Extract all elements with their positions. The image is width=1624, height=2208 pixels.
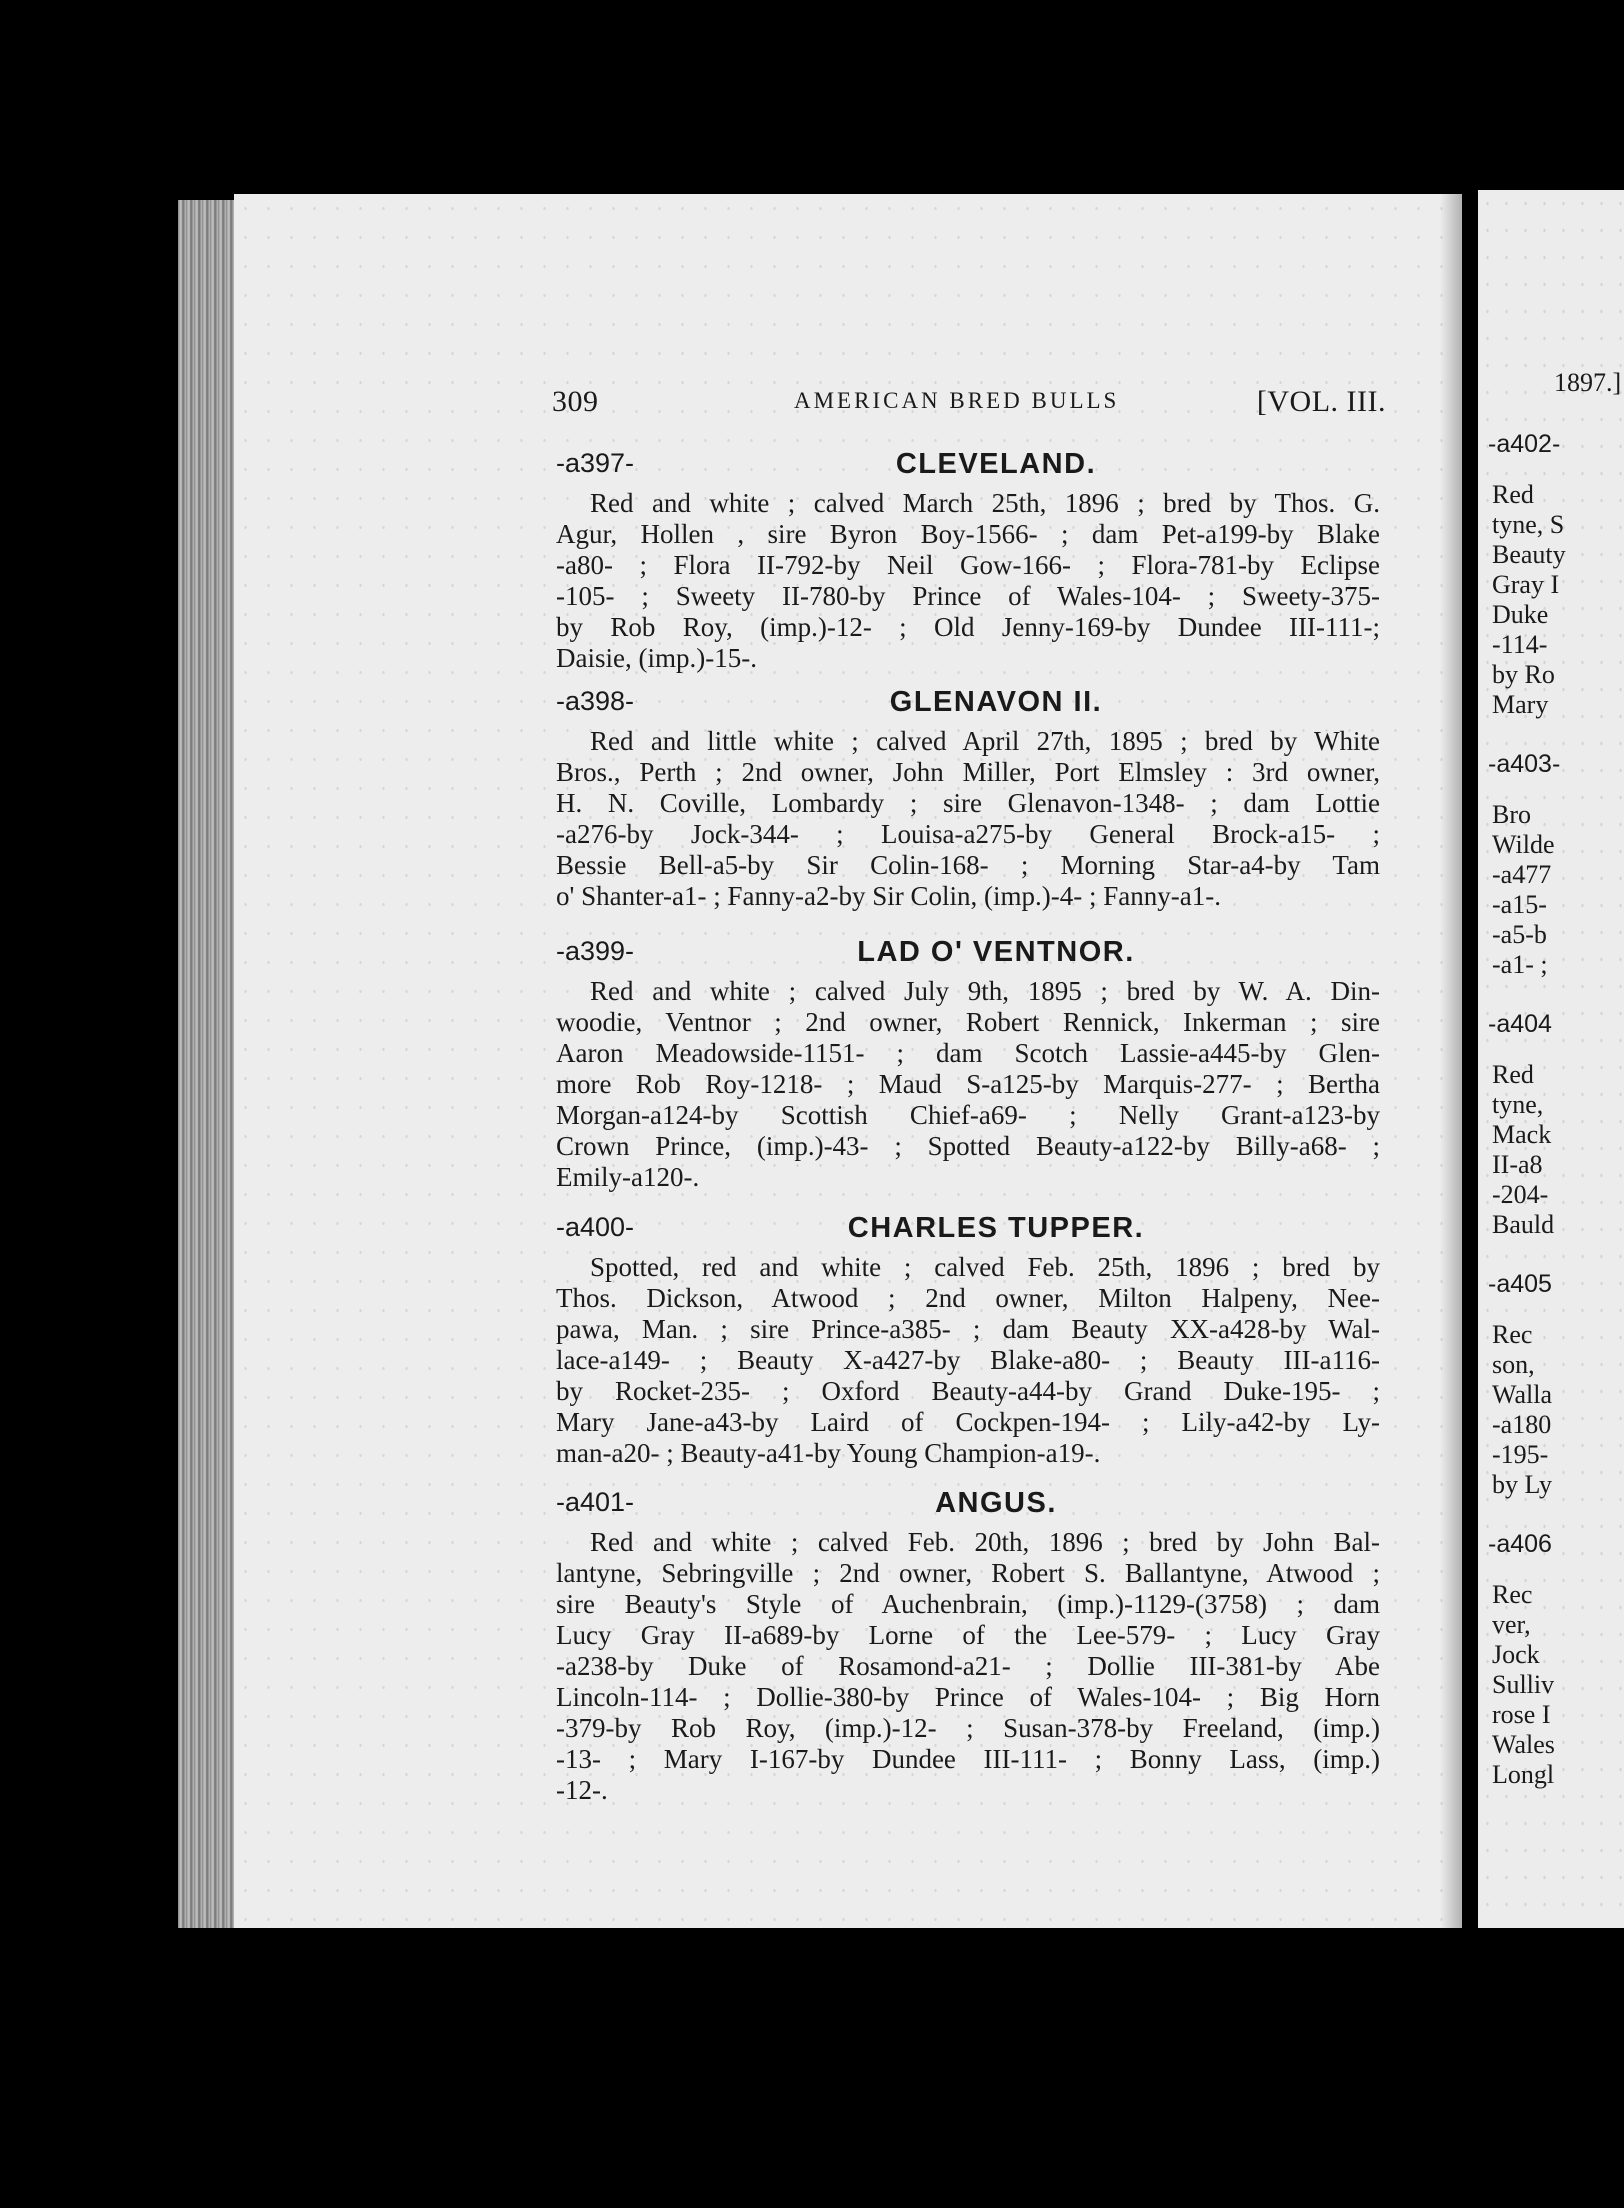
entry-line: sire Beauty's Style of Auchenbrain, (imp.)-1129-(3758) ; dam (556, 1589, 1380, 1619)
entry-line: Lucy Gray II-a689-by Lorne of the Lee-579- ; Lucy Gray (556, 1620, 1380, 1650)
entry-line: -13- ; Mary I-167-by Dundee III-111- ; Bonny Lass, (imp.) (556, 1744, 1380, 1774)
entry-number: -a397- (556, 448, 635, 478)
entry-line: Agur, Hollen , sire Byron Boy-1566- ; dam Pet-a199-by Blake (556, 519, 1380, 549)
entry-line: woodie, Ventnor ; 2nd owner, Robert Rennick, Inkerman ; sire (556, 1007, 1380, 1037)
right-line-fragment: Wilde (1492, 830, 1555, 859)
right-line-fragment: Red (1492, 1060, 1534, 1089)
running-title: AMERICAN BRED BULLS (794, 388, 1120, 413)
right-line-fragment: Mary (1492, 690, 1549, 719)
entry-line: lace-a149- ; Beauty X-a427-by Blake-a80- ; Beauty III-a116- (556, 1345, 1380, 1375)
entry-name: LAD O' VENTNOR. (857, 936, 1135, 968)
right-line-fragment: tyne, S (1492, 510, 1565, 539)
right-line-fragment: -195- (1492, 1440, 1549, 1469)
right-line-fragment: Red (1492, 480, 1534, 509)
entry-line: more Rob Roy-1218- ; Maud S-a125-by Marquis-277- ; Bertha (556, 1069, 1380, 1099)
right-line-fragment: -114- (1492, 630, 1548, 659)
right-entry-number: -a403- (1488, 750, 1561, 778)
entry-line: Thos. Dickson, Atwood ; 2nd owner, Milton Halpeny, Nee- (556, 1283, 1380, 1313)
right-line-fragment: by Ro (1492, 660, 1555, 689)
right-line-fragment: son, (1492, 1350, 1535, 1379)
entry-line: o' Shanter-a1- ; Fanny-a2-by Sir Colin, (imp.)-4- ; Fanny-a1-. (556, 881, 1221, 911)
entry-number: -a401- (556, 1487, 635, 1517)
right-line-fragment: II-a8 (1492, 1150, 1543, 1179)
right-line-fragment: -a477 (1492, 860, 1552, 889)
right-line-fragment: ver, (1492, 1610, 1531, 1639)
entry-line: Spotted, red and white ; calved Feb. 25th, 1896 ; bred by (590, 1252, 1380, 1282)
entry-heading (556, 686, 1376, 726)
entry-line: by Rocket-235- ; Oxford Beauty-a44-by Grand Duke-195- ; (556, 1376, 1380, 1406)
entry-line: -12-. (556, 1775, 608, 1805)
entry-body (556, 726, 1380, 912)
entry-line: Red and white ; calved July 9th, 1895 ; bred by W. A. Din- (590, 976, 1380, 1006)
entry-line: Crown Prince, (imp.)-43- ; Spotted Beauty-a122-by Billy-a68- ; (556, 1131, 1380, 1161)
right-line-fragment: -a15- (1492, 890, 1547, 919)
right-line-fragment: tyne, (1492, 1090, 1544, 1119)
right-entry-number: -a405 (1488, 1270, 1552, 1298)
entry-line: pawa, Man. ; sire Prince-a385- ; dam Beauty XX-a428-by Wal- (556, 1314, 1380, 1344)
gutter-shadow (1440, 194, 1462, 1928)
entry-line: Red and white ; calved Feb. 20th, 1896 ; bred by John Bal- (590, 1527, 1380, 1557)
entry-heading (556, 936, 1376, 976)
right-line-fragment: Bro (1492, 800, 1531, 829)
entry-line: by Rob Roy, (imp.)-12- ; Old Jenny-169-by Dundee III-111-; (556, 612, 1380, 642)
right-line-fragment: Mack (1492, 1120, 1552, 1149)
entry-line: -a80- ; Flora II-792-by Neil Gow-166- ; Flora-781-by Eclipse (556, 550, 1380, 580)
entry-heading (556, 1487, 1376, 1527)
right-entry-number: -a404 (1488, 1010, 1552, 1038)
entry-name: CLEVELAND. (895, 448, 1097, 480)
right-line-fragment: Bauld (1492, 1210, 1555, 1239)
right-line-fragment: rose I (1492, 1700, 1551, 1729)
entry-line: Morgan-a124-by Scottish Chief-a69- ; Nelly Grant-a123-by (556, 1100, 1380, 1130)
entry-line: Aaron Meadowside-1151- ; dam Scotch Lassie-a445-by Glen- (556, 1038, 1380, 1068)
entry-number: -a399- (556, 936, 635, 966)
entry-line: Bessie Bell-a5-by Sir Colin-168- ; Morning Star-a4-by Tam (556, 850, 1380, 880)
entry-line: -a238-by Duke of Rosamond-a21- ; Dollie III-381-by Abe (556, 1651, 1380, 1681)
right-line-fragment: Gray I (1492, 570, 1560, 599)
entry-body (556, 1527, 1380, 1806)
right-line-fragment: Rec (1492, 1320, 1533, 1349)
page-number: 309 (552, 385, 599, 418)
right-line-fragment: -204- (1492, 1180, 1549, 1209)
page-edge-stack (178, 200, 238, 1928)
entry-body (556, 976, 1380, 1193)
right-page-header: 1897.] (1554, 368, 1622, 397)
right-entry-number: -a406 (1488, 1530, 1552, 1558)
running-head (552, 385, 1386, 425)
right-line-fragment: by Ly (1492, 1470, 1552, 1499)
right-line-fragment: Walla (1492, 1380, 1552, 1409)
right-line-fragment: -a180 (1492, 1410, 1552, 1439)
right-line-fragment: Jock (1492, 1640, 1540, 1669)
right-line-fragment: Duke (1492, 600, 1549, 629)
entry-line: man-a20- ; Beauty-a41-by Young Champion-a19-. (556, 1438, 1101, 1468)
entry-line: -105- ; Sweety II-780-by Prince of Wales-104- ; Sweety-375- (556, 581, 1380, 611)
right-line-fragment: Sulliv (1492, 1670, 1555, 1699)
entry-body (556, 1252, 1380, 1469)
right-entry-number: -a402- (1488, 430, 1561, 458)
entry-line: Red and white ; calved March 25th, 1896 ; bred by Thos. G. (590, 488, 1380, 518)
right-line-fragment: Wales (1492, 1730, 1555, 1759)
entry-line: H. N. Coville, Lombardy ; sire Glenavon-1348- ; dam Lottie (556, 788, 1380, 818)
entry-line: Lincoln-114- ; Dollie-380-by Prince of Wales-104- ; Big Horn (556, 1682, 1380, 1712)
entry-line: Bros., Perth ; 2nd owner, John Miller, Port Elmsley : 3rd owner, (556, 757, 1380, 787)
right-line-fragment: Rec (1492, 1580, 1533, 1609)
entry-body (556, 488, 1380, 674)
entry-line: Daisie, (imp.)-15-. (556, 643, 757, 673)
right-page-fragment (1478, 190, 1624, 1928)
entry-number: -a400- (556, 1212, 635, 1242)
right-line-fragment: Beauty (1492, 540, 1566, 569)
right-line-fragment: -a5-b (1492, 920, 1547, 949)
right-line-fragment: Longl (1492, 1760, 1555, 1789)
volume-label: [VOL. III. (1256, 385, 1386, 418)
entry-line: -379-by Rob Roy, (imp.)-12- ; Susan-378-by Freeland, (imp.) (556, 1713, 1380, 1743)
right-line-fragment: -a1- ; (1492, 950, 1548, 979)
entry-name: ANGUS. (935, 1487, 1057, 1519)
entry-heading (556, 1212, 1376, 1252)
entry-line: -a276-by Jock-344- ; Louisa-a275-by General Brock-a15- ; (556, 819, 1380, 849)
entry-heading (556, 448, 1376, 488)
entry-line: lantyne, Sebringville ; 2nd owner, Robert S. Ballantyne, Atwood ; (556, 1558, 1380, 1588)
entry-line: Red and little white ; calved April 27th, 1895 ; bred by White (590, 726, 1380, 756)
entry-number: -a398- (556, 686, 635, 716)
entry-line: Emily-a120-. (556, 1162, 700, 1192)
entry-line: Mary Jane-a43-by Laird of Cockpen-194- ; Lily-a42-by Ly- (556, 1407, 1380, 1437)
entry-name: GLENAVON II. (889, 686, 1103, 718)
entry-name: CHARLES TUPPER. (847, 1212, 1145, 1244)
